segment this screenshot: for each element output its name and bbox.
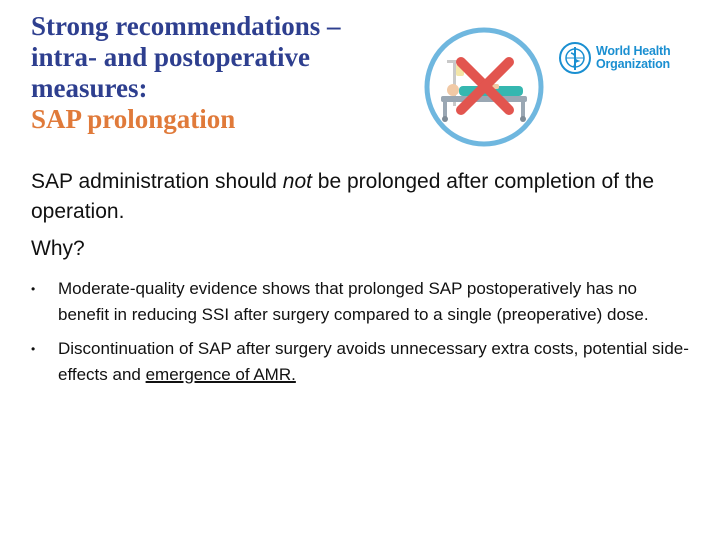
- bullet-marker: •: [31, 342, 36, 356]
- lead-statement: [31, 167, 671, 227]
- title-line-2: intra- and postoperative: [31, 42, 310, 72]
- who-name: [596, 45, 670, 71]
- slide-title: [31, 11, 421, 135]
- bullet-marker: •: [31, 282, 36, 296]
- patient-no-antibiotic-icon: [423, 26, 545, 148]
- list-item-text: Moderate-quality evidence shows that prolonged SAP postoperatively has no benefit in reducing SSI after surgery compared to a single (preoperative) dose.: [58, 279, 649, 324]
- who-logo: [558, 40, 678, 76]
- who-name-line-2: Organization: [596, 57, 670, 71]
- title-line-1: Strong recommendations –: [31, 11, 341, 41]
- lead-emphasis: not: [282, 170, 312, 193]
- list-item-text: Discontinuation of SAP after surgery avoids unnecessary extra costs, potential side-effects and: [58, 339, 689, 384]
- who-name-line-1: World Health: [596, 44, 671, 58]
- reasons-list: [31, 276, 691, 396]
- list-item: [31, 276, 691, 328]
- list-item: [31, 336, 691, 388]
- lead-text-end: be prolonged after completion of the operation.: [31, 170, 655, 223]
- underlined-phrase: emergence of AMR.: [145, 365, 296, 384]
- title-line-3: measures:: [31, 73, 148, 103]
- who-emblem-icon: [558, 41, 592, 75]
- lead-text-start: SAP administration should: [31, 170, 283, 193]
- title-subtopic: SAP prolongation: [31, 104, 236, 134]
- why-heading: Why?: [31, 237, 85, 260]
